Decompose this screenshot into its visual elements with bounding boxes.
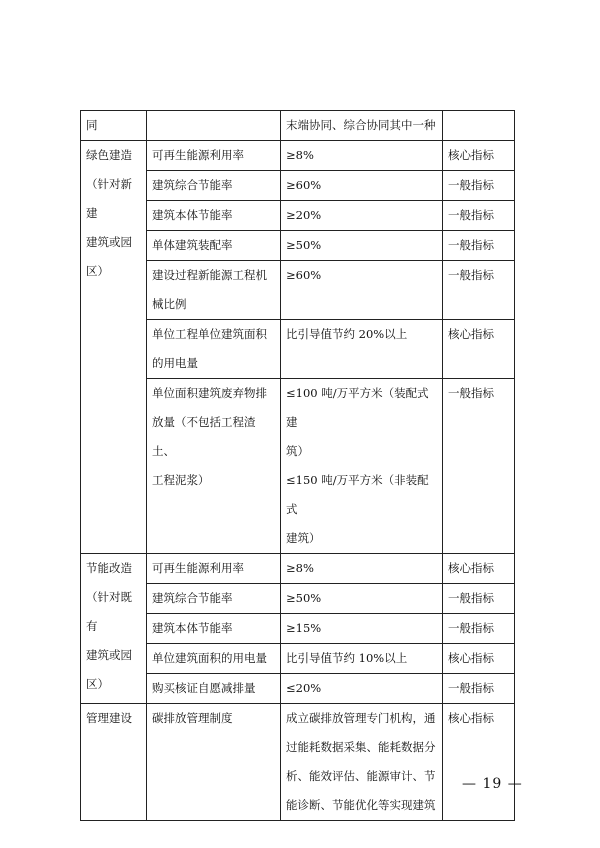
indicator-line: 建筑综合节能率 bbox=[152, 178, 233, 192]
target-line: 建筑） bbox=[286, 531, 321, 545]
table-row bbox=[81, 644, 515, 674]
category-cell bbox=[81, 141, 147, 554]
indicator-line: 建筑综合节能率 bbox=[152, 591, 233, 605]
page-number: — 19 — bbox=[462, 776, 523, 792]
indicator-line: 建筑本体节能率 bbox=[152, 208, 233, 222]
level-cell: 核心指标 bbox=[443, 141, 515, 171]
level-cell: 核心指标 bbox=[443, 320, 515, 379]
target-cell bbox=[281, 141, 443, 171]
category-line: 建筑或园 bbox=[86, 235, 132, 249]
target-cell bbox=[281, 614, 443, 644]
level-cell: 一般指标 bbox=[443, 674, 515, 704]
indicator-line: 单位建筑面积的用电量 bbox=[152, 651, 267, 665]
indicator-line: 建设过程新能源工程机 bbox=[152, 268, 267, 282]
indicator-cell bbox=[147, 644, 281, 674]
indicator-cell bbox=[147, 231, 281, 261]
table-row bbox=[81, 171, 515, 201]
indicator-line: 单体建筑装配率 bbox=[152, 238, 233, 252]
table-row bbox=[81, 379, 515, 554]
target-cell bbox=[281, 171, 443, 201]
category-line: 管理建设 bbox=[86, 711, 132, 725]
indicator-line: 单位工程单位建筑面积 bbox=[152, 327, 267, 341]
category-cell bbox=[81, 704, 147, 821]
indicator-cell bbox=[147, 704, 281, 821]
table-row bbox=[81, 141, 515, 171]
table-row bbox=[81, 674, 515, 704]
indicator-line: 碳排放管理制度 bbox=[152, 711, 233, 725]
category-line: （针对既有 bbox=[86, 590, 132, 633]
table-row bbox=[81, 320, 515, 379]
table-row bbox=[81, 231, 515, 261]
table-row bbox=[81, 261, 515, 320]
target-cell bbox=[281, 644, 443, 674]
table-row bbox=[81, 111, 515, 141]
target-cell bbox=[281, 704, 443, 821]
indicator-line: 可再生能源利用率 bbox=[152, 561, 244, 575]
category-line: （针对新建 bbox=[86, 177, 132, 220]
indicator-cell bbox=[147, 111, 281, 141]
target-cell bbox=[281, 554, 443, 584]
target-line: ≥50% bbox=[286, 238, 322, 252]
table-row bbox=[81, 704, 515, 821]
target-line: ≤20% bbox=[286, 681, 322, 695]
indicator-cell bbox=[147, 614, 281, 644]
table-row bbox=[81, 554, 515, 584]
target-cell bbox=[281, 674, 443, 704]
indicator-line: 械比例 bbox=[152, 297, 187, 311]
indicator-cell bbox=[147, 379, 281, 554]
level-cell: 核心指标 bbox=[443, 704, 515, 821]
level-cell: 一般指标 bbox=[443, 379, 515, 554]
target-line: ≤100 吨/万平方米（装配式建 bbox=[286, 386, 429, 429]
table-row bbox=[81, 584, 515, 614]
category-line: 绿色建造 bbox=[86, 148, 132, 162]
level-cell: 一般指标 bbox=[443, 584, 515, 614]
indicator-line: 的用电量 bbox=[152, 356, 198, 370]
indicator-line: 放量（不包括工程渣土、 bbox=[152, 415, 256, 458]
level-cell: 核心指标 bbox=[443, 644, 515, 674]
indicator-line: 工程泥浆） bbox=[152, 473, 210, 487]
category-cell bbox=[81, 554, 147, 704]
category-line: 节能改造 bbox=[86, 561, 132, 575]
indicator-cell bbox=[147, 171, 281, 201]
target-cell bbox=[281, 584, 443, 614]
target-line: ≥8% bbox=[286, 561, 314, 575]
level-cell: 一般指标 bbox=[443, 261, 515, 320]
level-cell: 一般指标 bbox=[443, 614, 515, 644]
table-row bbox=[81, 201, 515, 231]
category-cell: 同 bbox=[81, 111, 147, 141]
indicator-cell bbox=[147, 141, 281, 171]
target-line: 比引导值节约 20%以上 bbox=[286, 327, 408, 341]
indicator-cell bbox=[147, 674, 281, 704]
target-line: 析、能效评估、能源审计、节 bbox=[286, 769, 436, 783]
target-line: ≥8% bbox=[286, 148, 314, 162]
indicator-table bbox=[80, 110, 515, 821]
level-cell: 一般指标 bbox=[443, 201, 515, 231]
target-line: 成立碳排放管理专门机构，通 bbox=[286, 711, 436, 725]
table-row bbox=[81, 614, 515, 644]
indicator-line: 建筑本体节能率 bbox=[152, 621, 233, 635]
indicator-line: 购买核证自愿减排量 bbox=[152, 681, 256, 695]
category-line: 区） bbox=[86, 677, 109, 691]
level-cell: 一般指标 bbox=[443, 171, 515, 201]
level-cell bbox=[443, 111, 515, 141]
target-line: ≥60% bbox=[286, 268, 322, 282]
indicator-cell bbox=[147, 261, 281, 320]
indicator-cell bbox=[147, 554, 281, 584]
indicator-table-body bbox=[81, 111, 515, 821]
target-line: ≥20% bbox=[286, 208, 322, 222]
level-cell: 一般指标 bbox=[443, 231, 515, 261]
indicator-cell bbox=[147, 320, 281, 379]
target-cell bbox=[281, 320, 443, 379]
target-line: ≥50% bbox=[286, 591, 322, 605]
target-cell bbox=[281, 261, 443, 320]
target-cell bbox=[281, 231, 443, 261]
target-line: 过能耗数据采集、能耗数据分 bbox=[286, 740, 436, 754]
target-cell bbox=[281, 379, 443, 554]
target-cell bbox=[281, 201, 443, 231]
target-line: ≤150 吨/万平方米（非装配式 bbox=[286, 473, 429, 516]
target-line: 能诊断、节能优化等实现建筑 bbox=[286, 798, 436, 812]
category-line: 区） bbox=[86, 264, 109, 278]
indicator-line: 单位面积建筑废弃物排 bbox=[152, 386, 267, 400]
level-cell: 核心指标 bbox=[443, 554, 515, 584]
target-line: ≥60% bbox=[286, 178, 322, 192]
indicator-cell bbox=[147, 584, 281, 614]
target-cell: 末端协同、综合协同其中一种 bbox=[281, 111, 443, 141]
indicator-line: 可再生能源利用率 bbox=[152, 148, 244, 162]
target-line: 比引导值节约 10%以上 bbox=[286, 651, 408, 665]
category-line: 建筑或园 bbox=[86, 648, 132, 662]
target-line: 筑） bbox=[286, 444, 309, 458]
indicator-cell bbox=[147, 201, 281, 231]
target-line: ≥15% bbox=[286, 621, 322, 635]
